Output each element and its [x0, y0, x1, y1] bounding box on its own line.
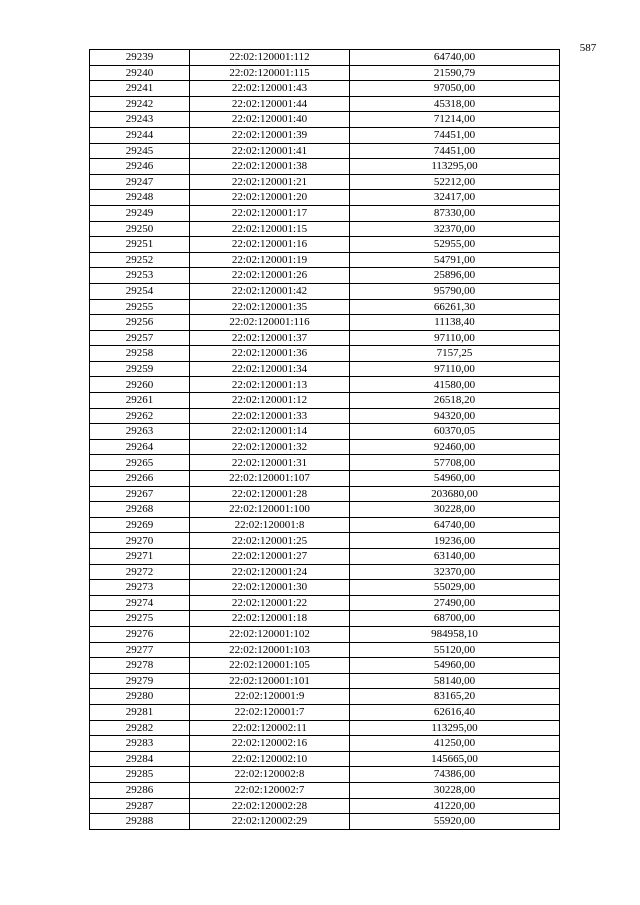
table-row [90, 720, 560, 736]
row-number-cell: 29270 [90, 533, 190, 549]
value-cell: 32417,00 [350, 190, 560, 206]
table-row [90, 439, 560, 455]
row-number-cell: 29274 [90, 595, 190, 611]
row-number-cell: 29265 [90, 455, 190, 471]
row-number-cell: 29272 [90, 564, 190, 580]
cadastral-number-cell: 22:02:120001:32 [190, 439, 350, 455]
value-cell: 54791,00 [350, 252, 560, 268]
cadastral-table [89, 49, 560, 830]
table-row [90, 346, 560, 362]
row-number-cell: 29263 [90, 424, 190, 440]
table-row [90, 502, 560, 518]
row-number-cell: 29241 [90, 81, 190, 97]
table-row [90, 159, 560, 175]
cadastral-number-cell: 22:02:120001:116 [190, 315, 350, 331]
row-number-cell: 29248 [90, 190, 190, 206]
table-row [90, 81, 560, 97]
value-cell: 60370,05 [350, 424, 560, 440]
cadastral-number-cell: 22:02:120001:27 [190, 549, 350, 565]
table-row [90, 580, 560, 596]
table-row [90, 424, 560, 440]
table-row [90, 595, 560, 611]
row-number-cell: 29258 [90, 346, 190, 362]
value-cell: 68700,00 [350, 611, 560, 627]
cadastral-number-cell: 22:02:120001:21 [190, 174, 350, 190]
cadastral-number-cell: 22:02:120002:8 [190, 767, 350, 783]
value-cell: 74386,00 [350, 767, 560, 783]
value-cell: 55029,00 [350, 580, 560, 596]
value-cell: 95790,00 [350, 283, 560, 299]
cadastral-number-cell: 22:02:120001:26 [190, 268, 350, 284]
value-cell: 63140,00 [350, 549, 560, 565]
value-cell: 27490,00 [350, 595, 560, 611]
value-cell: 97110,00 [350, 330, 560, 346]
row-number-cell: 29259 [90, 361, 190, 377]
table-row [90, 205, 560, 221]
row-number-cell: 29240 [90, 65, 190, 81]
table-row [90, 471, 560, 487]
page-number: 587 [579, 42, 597, 54]
cadastral-number-cell: 22:02:120001:15 [190, 221, 350, 237]
table-row [90, 268, 560, 284]
row-number-cell: 29262 [90, 408, 190, 424]
table-row [90, 626, 560, 642]
cadastral-table-body [90, 50, 560, 830]
value-cell: 30228,00 [350, 502, 560, 518]
cadastral-number-cell: 22:02:120002:11 [190, 720, 350, 736]
value-cell: 74451,00 [350, 143, 560, 159]
value-cell: 41250,00 [350, 736, 560, 752]
value-cell: 113295,00 [350, 720, 560, 736]
row-number-cell: 29279 [90, 673, 190, 689]
table-row [90, 112, 560, 128]
value-cell: 45318,00 [350, 96, 560, 112]
cadastral-number-cell: 22:02:120001:22 [190, 595, 350, 611]
value-cell: 55120,00 [350, 642, 560, 658]
row-number-cell: 29281 [90, 704, 190, 720]
cadastral-number-cell: 22:02:120001:14 [190, 424, 350, 440]
cadastral-number-cell: 22:02:120001:42 [190, 283, 350, 299]
value-cell: 25896,00 [350, 268, 560, 284]
table-row [90, 221, 560, 237]
cadastral-number-cell: 22:02:120002:7 [190, 782, 350, 798]
row-number-cell: 29287 [90, 798, 190, 814]
table-row [90, 486, 560, 502]
cadastral-number-cell: 22:02:120001:20 [190, 190, 350, 206]
table-row [90, 330, 560, 346]
row-number-cell: 29269 [90, 517, 190, 533]
value-cell: 32370,00 [350, 221, 560, 237]
table-row [90, 533, 560, 549]
row-number-cell: 29261 [90, 393, 190, 409]
cadastral-number-cell: 22:02:120001:12 [190, 393, 350, 409]
table-row [90, 50, 560, 66]
value-cell: 21590,79 [350, 65, 560, 81]
table-row [90, 673, 560, 689]
cadastral-number-cell: 22:02:120001:36 [190, 346, 350, 362]
value-cell: 58140,00 [350, 673, 560, 689]
row-number-cell: 29278 [90, 658, 190, 674]
table-row [90, 549, 560, 565]
row-number-cell: 29252 [90, 252, 190, 268]
row-number-cell: 29254 [90, 283, 190, 299]
row-number-cell: 29244 [90, 127, 190, 143]
table-row [90, 455, 560, 471]
row-number-cell: 29271 [90, 549, 190, 565]
cadastral-number-cell: 22:02:120002:29 [190, 814, 350, 830]
table-row [90, 814, 560, 830]
cadastral-number-cell: 22:02:120001:44 [190, 96, 350, 112]
value-cell: 64740,00 [350, 50, 560, 66]
cadastral-number-cell: 22:02:120001:17 [190, 205, 350, 221]
table-row [90, 689, 560, 705]
value-cell: 62616,40 [350, 704, 560, 720]
cadastral-number-cell: 22:02:120002:10 [190, 751, 350, 767]
cadastral-number-cell: 22:02:120001:41 [190, 143, 350, 159]
row-number-cell: 29266 [90, 471, 190, 487]
row-number-cell: 29275 [90, 611, 190, 627]
value-cell: 64740,00 [350, 517, 560, 533]
value-cell: 30228,00 [350, 782, 560, 798]
row-number-cell: 29247 [90, 174, 190, 190]
value-cell: 145665,00 [350, 751, 560, 767]
value-cell: 7157,25 [350, 346, 560, 362]
table-row [90, 517, 560, 533]
value-cell: 92460,00 [350, 439, 560, 455]
table-row [90, 736, 560, 752]
row-number-cell: 29264 [90, 439, 190, 455]
cadastral-number-cell: 22:02:120001:39 [190, 127, 350, 143]
table-row [90, 299, 560, 315]
row-number-cell: 29286 [90, 782, 190, 798]
cadastral-number-cell: 22:02:120001:115 [190, 65, 350, 81]
value-cell: 203680,00 [350, 486, 560, 502]
row-number-cell: 29246 [90, 159, 190, 175]
row-number-cell: 29249 [90, 205, 190, 221]
cadastral-number-cell: 22:02:120001:7 [190, 704, 350, 720]
value-cell: 71214,00 [350, 112, 560, 128]
table-row [90, 143, 560, 159]
row-number-cell: 29273 [90, 580, 190, 596]
table-row [90, 767, 560, 783]
value-cell: 52212,00 [350, 174, 560, 190]
cadastral-number-cell: 22:02:120001:13 [190, 377, 350, 393]
cadastral-number-cell: 22:02:120001:25 [190, 533, 350, 549]
table-row [90, 174, 560, 190]
row-number-cell: 29283 [90, 736, 190, 752]
row-number-cell: 29276 [90, 626, 190, 642]
table-row [90, 127, 560, 143]
table-row [90, 782, 560, 798]
cadastral-number-cell: 22:02:120002:28 [190, 798, 350, 814]
row-number-cell: 29277 [90, 642, 190, 658]
value-cell: 94320,00 [350, 408, 560, 424]
value-cell: 54960,00 [350, 471, 560, 487]
cadastral-number-cell: 22:02:120001:19 [190, 252, 350, 268]
table-row [90, 377, 560, 393]
value-cell: 97050,00 [350, 81, 560, 97]
value-cell: 984958,10 [350, 626, 560, 642]
value-cell: 26518,20 [350, 393, 560, 409]
row-number-cell: 29282 [90, 720, 190, 736]
cadastral-number-cell: 22:02:120001:24 [190, 564, 350, 580]
row-number-cell: 29260 [90, 377, 190, 393]
cadastral-number-cell: 22:02:120001:28 [190, 486, 350, 502]
row-number-cell: 29243 [90, 112, 190, 128]
cadastral-number-cell: 22:02:120001:8 [190, 517, 350, 533]
table-row [90, 315, 560, 331]
value-cell: 113295,00 [350, 159, 560, 175]
cadastral-number-cell: 22:02:120001:105 [190, 658, 350, 674]
row-number-cell: 29256 [90, 315, 190, 331]
cadastral-number-cell: 22:02:120001:35 [190, 299, 350, 315]
row-number-cell: 29257 [90, 330, 190, 346]
value-cell: 41220,00 [350, 798, 560, 814]
row-number-cell: 29242 [90, 96, 190, 112]
table-row [90, 658, 560, 674]
value-cell: 57708,00 [350, 455, 560, 471]
cadastral-number-cell: 22:02:120001:9 [190, 689, 350, 705]
table-row [90, 190, 560, 206]
table-row [90, 237, 560, 253]
cadastral-number-cell: 22:02:120001:34 [190, 361, 350, 377]
table-row [90, 252, 560, 268]
cadastral-number-cell: 22:02:120001:38 [190, 159, 350, 175]
cadastral-number-cell: 22:02:120001:16 [190, 237, 350, 253]
cadastral-number-cell: 22:02:120002:16 [190, 736, 350, 752]
value-cell: 83165,20 [350, 689, 560, 705]
cadastral-number-cell: 22:02:120001:43 [190, 81, 350, 97]
cadastral-number-cell: 22:02:120001:101 [190, 673, 350, 689]
cadastral-number-cell: 22:02:120001:31 [190, 455, 350, 471]
table-row [90, 611, 560, 627]
row-number-cell: 29280 [90, 689, 190, 705]
table-row [90, 393, 560, 409]
value-cell: 74451,00 [350, 127, 560, 143]
row-number-cell: 29285 [90, 767, 190, 783]
value-cell: 41580,00 [350, 377, 560, 393]
table-row [90, 642, 560, 658]
cadastral-number-cell: 22:02:120001:102 [190, 626, 350, 642]
cadastral-number-cell: 22:02:120001:30 [190, 580, 350, 596]
cadastral-number-cell: 22:02:120001:33 [190, 408, 350, 424]
row-number-cell: 29250 [90, 221, 190, 237]
row-number-cell: 29239 [90, 50, 190, 66]
table-row [90, 751, 560, 767]
value-cell: 11138,40 [350, 315, 560, 331]
cadastral-number-cell: 22:02:120001:107 [190, 471, 350, 487]
value-cell: 66261,30 [350, 299, 560, 315]
row-number-cell: 29268 [90, 502, 190, 518]
value-cell: 54960,00 [350, 658, 560, 674]
row-number-cell: 29255 [90, 299, 190, 315]
value-cell: 52955,00 [350, 237, 560, 253]
cadastral-number-cell: 22:02:120001:40 [190, 112, 350, 128]
cadastral-number-cell: 22:02:120001:18 [190, 611, 350, 627]
row-number-cell: 29253 [90, 268, 190, 284]
value-cell: 97110,00 [350, 361, 560, 377]
value-cell: 87330,00 [350, 205, 560, 221]
table-row [90, 564, 560, 580]
table-row [90, 361, 560, 377]
table-row [90, 65, 560, 81]
row-number-cell: 29251 [90, 237, 190, 253]
table-row [90, 408, 560, 424]
cadastral-number-cell: 22:02:120001:100 [190, 502, 350, 518]
cadastral-number-cell: 22:02:120001:112 [190, 50, 350, 66]
row-number-cell: 29267 [90, 486, 190, 502]
row-number-cell: 29284 [90, 751, 190, 767]
table-row [90, 704, 560, 720]
value-cell: 19236,00 [350, 533, 560, 549]
table-row [90, 96, 560, 112]
value-cell: 55920,00 [350, 814, 560, 830]
row-number-cell: 29245 [90, 143, 190, 159]
table-row [90, 798, 560, 814]
value-cell: 32370,00 [350, 564, 560, 580]
table-row [90, 283, 560, 299]
cadastral-number-cell: 22:02:120001:37 [190, 330, 350, 346]
cadastral-number-cell: 22:02:120001:103 [190, 642, 350, 658]
row-number-cell: 29288 [90, 814, 190, 830]
